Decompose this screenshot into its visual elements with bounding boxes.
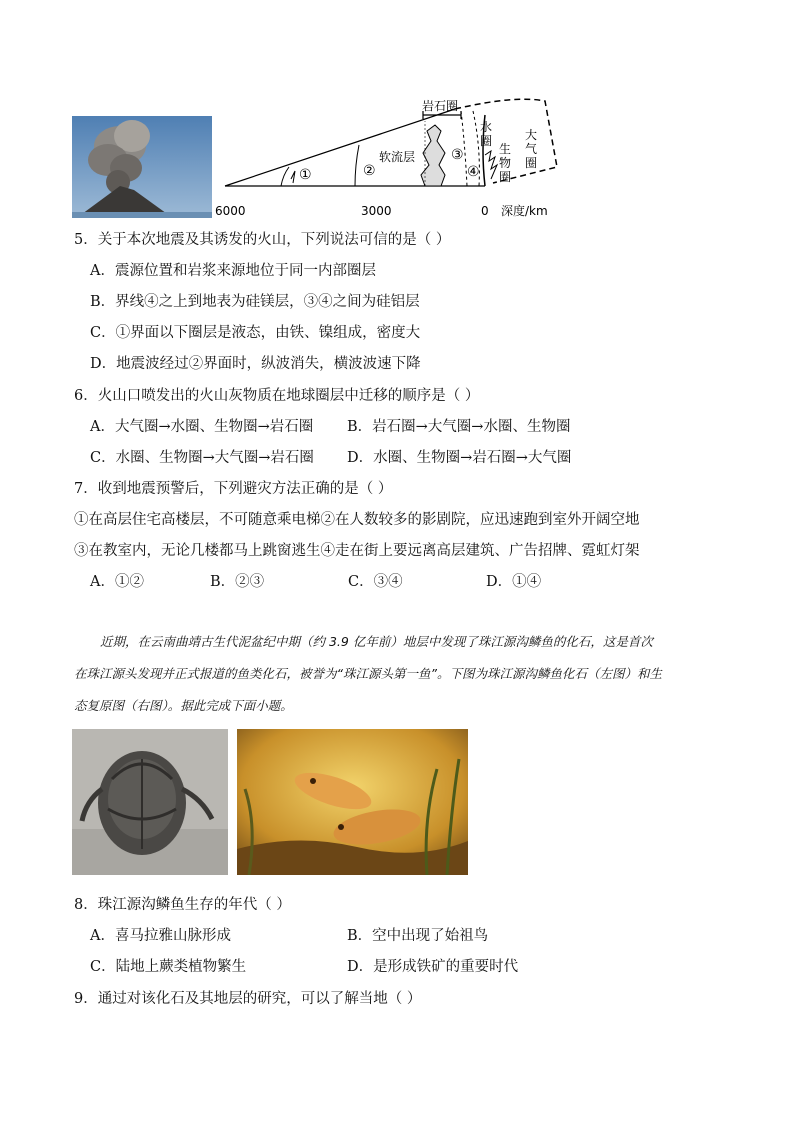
biosphere-label-1: 生 xyxy=(499,142,512,156)
lithosphere-label: 岩石圈 xyxy=(422,99,459,113)
question-7-stem: 7．收到地震预警后，下列避灾方法正确的是（ ） xyxy=(74,481,393,497)
marker-2: ② xyxy=(363,163,376,179)
asthenosphere-label: 软流层 xyxy=(379,150,416,164)
question-7-statements-2: ③在教室内，无论几楼都马上跳窗逃生④走在街上要远离高层建筑、广告招牌、霓虹灯架 xyxy=(74,543,640,559)
atmosphere-label-3: 圈 xyxy=(525,156,538,170)
question-8-option-d: D．是形成铁矿的重要时代 xyxy=(347,959,519,975)
depth-axis-label: 深度/km xyxy=(501,204,548,218)
passage-line-1: 近期，在云南曲靖古生代泥盆纪中期（约 3.9 亿年前）地层中发现了珠江源沟鳞鱼的化石，这是首次 xyxy=(100,634,653,649)
marker-1: ① xyxy=(299,167,312,183)
question-7-option-c: C．③④ xyxy=(348,574,403,590)
question-5-option-c: C．①界面以下圈层是液态，由铁、镍组成，密度大 xyxy=(90,325,421,341)
biosphere-label-3: 圈 xyxy=(499,170,512,184)
question-7-statements-1: ①在高层住宅高楼层，不可随意乘电梯②在人数较多的影剧院，应迅速跑到室外开阔空地 xyxy=(74,512,640,528)
marker-3: ③ xyxy=(451,147,464,163)
hydrosphere-label-2: 圈 xyxy=(480,134,493,148)
question-8-option-a: A．喜马拉雅山脉形成 xyxy=(90,928,231,944)
fossil-photo xyxy=(72,729,228,875)
volcano-photo xyxy=(72,116,212,218)
question-5-option-b: B．界线④之上到地表为硅镁层，③④之间为硅铝层 xyxy=(90,294,420,310)
passage-line-3: 态复原图（右图）。据此完成下面小题。 xyxy=(74,698,293,713)
passage-line-2: 在珠江源头发现并正式报道的鱼类化石，被誉为“珠江源头第一鱼”。下图为珠江源沟鳞鱼化石（左图）和生 xyxy=(74,666,662,681)
question-5-option-a: A．震源位置和岩浆来源地位于同一内部圈层 xyxy=(90,263,376,279)
question-9-stem: 9．通过对该化石及其地层的研究，可以了解当地（ ） xyxy=(74,991,422,1007)
atmosphere-label-2: 气 xyxy=(525,142,538,156)
reconstruction-image xyxy=(237,729,468,875)
question-6-option-a: A．大气圈→水圈、生物圈→岩石圈 xyxy=(90,419,314,435)
question-8-option-c: C．陆地上蕨类植物繁生 xyxy=(90,959,247,975)
question-6-option-c: C．水圈、生物圈→大气圈→岩石圈 xyxy=(90,450,314,466)
tick-3000: 3000 xyxy=(361,204,392,218)
question-7-option-b: B．②③ xyxy=(210,574,265,590)
question-5-option-d: D．地震波经过②界面时，纵波消失，横波波速下降 xyxy=(90,356,421,372)
atmosphere-label-1: 大 xyxy=(525,128,538,142)
tick-0: 0 xyxy=(481,204,489,218)
question-6-option-d: D．水圈、生物圈→岩石圈→大气圈 xyxy=(347,450,572,466)
question-6-option-b: B．岩石圈→大气圈→水圈、生物圈 xyxy=(347,419,571,435)
marker-4: ④ xyxy=(467,164,480,180)
tick-6000: 6000 xyxy=(215,204,246,218)
question-8-stem: 8．珠江源沟鳞鱼生存的年代（ ） xyxy=(74,897,291,913)
question-7-option-a: A．①② xyxy=(90,574,144,590)
earth-structure-diagram xyxy=(215,95,565,223)
question-5-stem: 5．关于本次地震及其诱发的火山，下列说法可信的是（ ） xyxy=(74,232,451,248)
question-8-option-b: B．空中出现了始祖鸟 xyxy=(347,928,489,944)
hydrosphere-label-1: 水 xyxy=(480,120,493,134)
question-6-stem: 6．火山口喷发出的火山灰物质在地球圈层中迁移的顺序是（ ） xyxy=(74,388,480,404)
question-7-option-d: D．①④ xyxy=(486,574,542,590)
biosphere-label-2: 物 xyxy=(499,156,512,170)
